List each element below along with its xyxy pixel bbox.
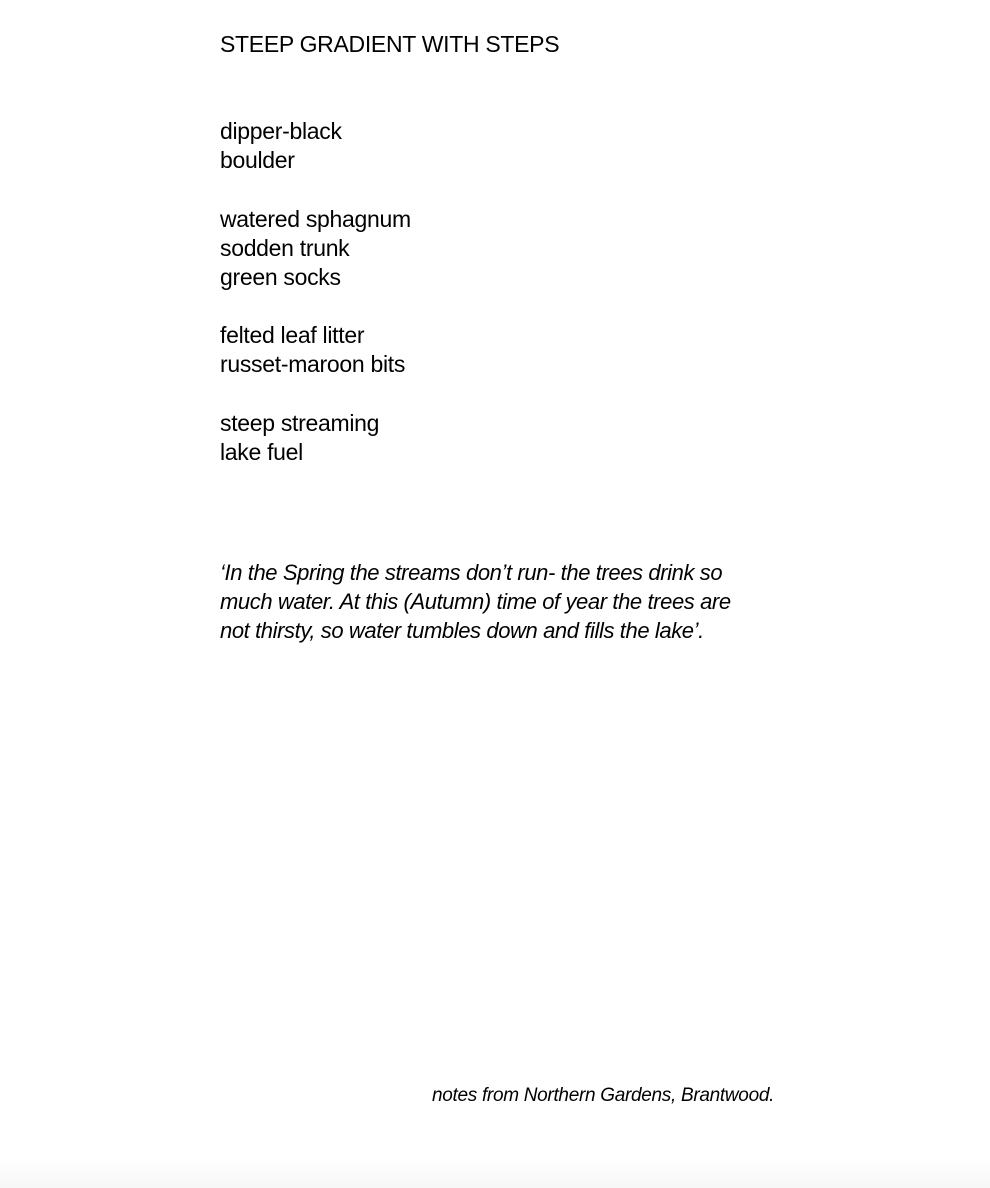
quote-block	[220, 558, 780, 645]
quote-line: ‘In the Spring the streams don’t run- the trees drink so	[220, 560, 723, 585]
poem-line: russet-maroon bits	[220, 351, 406, 377]
poem-line: felted leaf litter	[220, 322, 365, 348]
poem-line: boulder	[220, 147, 295, 173]
stanza	[220, 205, 411, 292]
poem-line: dipper-black	[220, 118, 342, 144]
stanza	[220, 321, 405, 379]
page-bottom-edge	[0, 1158, 990, 1188]
poem-line: watered sphagnum	[220, 206, 411, 232]
poem-line: steep streaming	[220, 410, 380, 436]
quote-line: not thirsty, so water tumbles down and fills the lake’.	[220, 618, 704, 643]
stanza	[220, 117, 342, 175]
attribution-note: notes from Northern Gardens, Brantwood.	[432, 1085, 775, 1106]
quote-line: much water. At this (Autumn) time of year the trees are	[220, 589, 731, 614]
poem-line: sodden trunk	[220, 235, 350, 261]
poem-title: STEEP GRADIENT WITH STEPS	[220, 31, 560, 57]
poem-line: green socks	[220, 264, 341, 290]
poem-line: lake fuel	[220, 439, 303, 465]
stanza	[220, 409, 379, 467]
